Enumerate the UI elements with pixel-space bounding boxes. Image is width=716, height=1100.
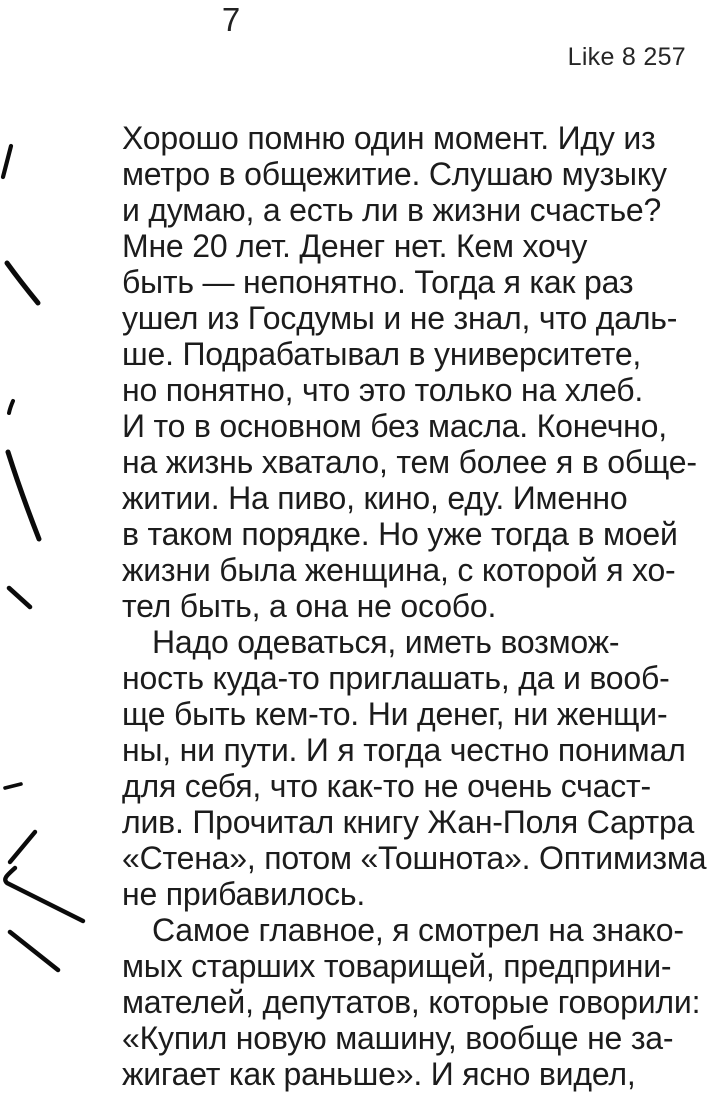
slash-stroke-pen-mark: [10, 832, 35, 862]
slash-stroke-pen-mark: [3, 146, 11, 177]
paragraph: [122, 624, 708, 912]
dash-stroke-pen-mark: [5, 784, 21, 788]
hook-stroke-pen-mark: [5, 868, 83, 921]
page-number: 7: [221, 1, 241, 38]
text-line: в таком порядке. Но уже тогда в моей: [122, 516, 678, 552]
text-line: но понятно, что это только на хлеб.: [122, 372, 644, 408]
running-header: Like 8 257: [567, 43, 686, 71]
text-line: Самое главное, я смотрел на знако-: [152, 912, 684, 948]
text-line: ще быть кем-то. Ни денег, ни женщи-: [122, 696, 668, 732]
tick-stroke-pen-mark: [9, 401, 13, 413]
text-line: метро в общежитие. Слушаю музыку: [122, 156, 667, 192]
text-line: на жизнь хватало, тем более я в обще-: [122, 444, 697, 480]
text-line: тел быть, а она не особо.: [122, 588, 497, 624]
text-line: Надо одеваться, иметь возмож-: [152, 624, 620, 660]
text-line: ше. Подрабатывал в университете,: [122, 336, 642, 372]
backslash-stroke-pen-mark: [8, 452, 39, 539]
text-line: для себя, что как-то не очень счаст-: [122, 768, 651, 804]
text-line: И то в основном без масла. Конечно,: [122, 408, 667, 444]
text-line: житии. На пиво, кино, еду. Именно: [122, 480, 628, 516]
text-line: ушел из Госдумы и не знал, что даль-: [122, 300, 678, 336]
text-line: мателей, депутатов, которые говорили:: [122, 984, 701, 1020]
backslash-stroke-pen-mark: [7, 263, 38, 303]
text-line: «Стена», потом «Тошнота». Оптимизма: [122, 840, 707, 876]
text-line: быть — непонятно. Тогда я как раз: [122, 264, 634, 300]
backslash-stroke-pen-mark: [10, 932, 58, 970]
page-text: [122, 120, 708, 1092]
text-line: жизни была женщина, с которой я хо-: [122, 552, 676, 588]
text-line: лив. Прочитал книгу Жан-Поля Сартра: [122, 804, 695, 840]
text-line: ность куда-то приглашать, да и вооб-: [122, 660, 670, 696]
text-line: «Купил новую машину, вообще не за-: [122, 1020, 674, 1056]
paragraph: [122, 912, 708, 1092]
text-line: и думаю, а есть ли в жизни счастье?: [122, 192, 662, 228]
text-line: Хорошо помню один момент. Иду из: [122, 120, 656, 156]
text-line: Мне 20 лет. Денег нет. Кем хочу: [122, 228, 588, 264]
text-line: жигает как раньше». И ясно видел,: [122, 1056, 636, 1092]
backslash-stroke-pen-mark: [9, 588, 30, 607]
text-line: мых старших товарищей, предприни-: [122, 948, 672, 984]
text-line: ны, ни пути. И я тогда честно понимал: [122, 732, 686, 768]
text-line: не прибавилось.: [122, 876, 366, 912]
paragraph: [122, 120, 708, 624]
